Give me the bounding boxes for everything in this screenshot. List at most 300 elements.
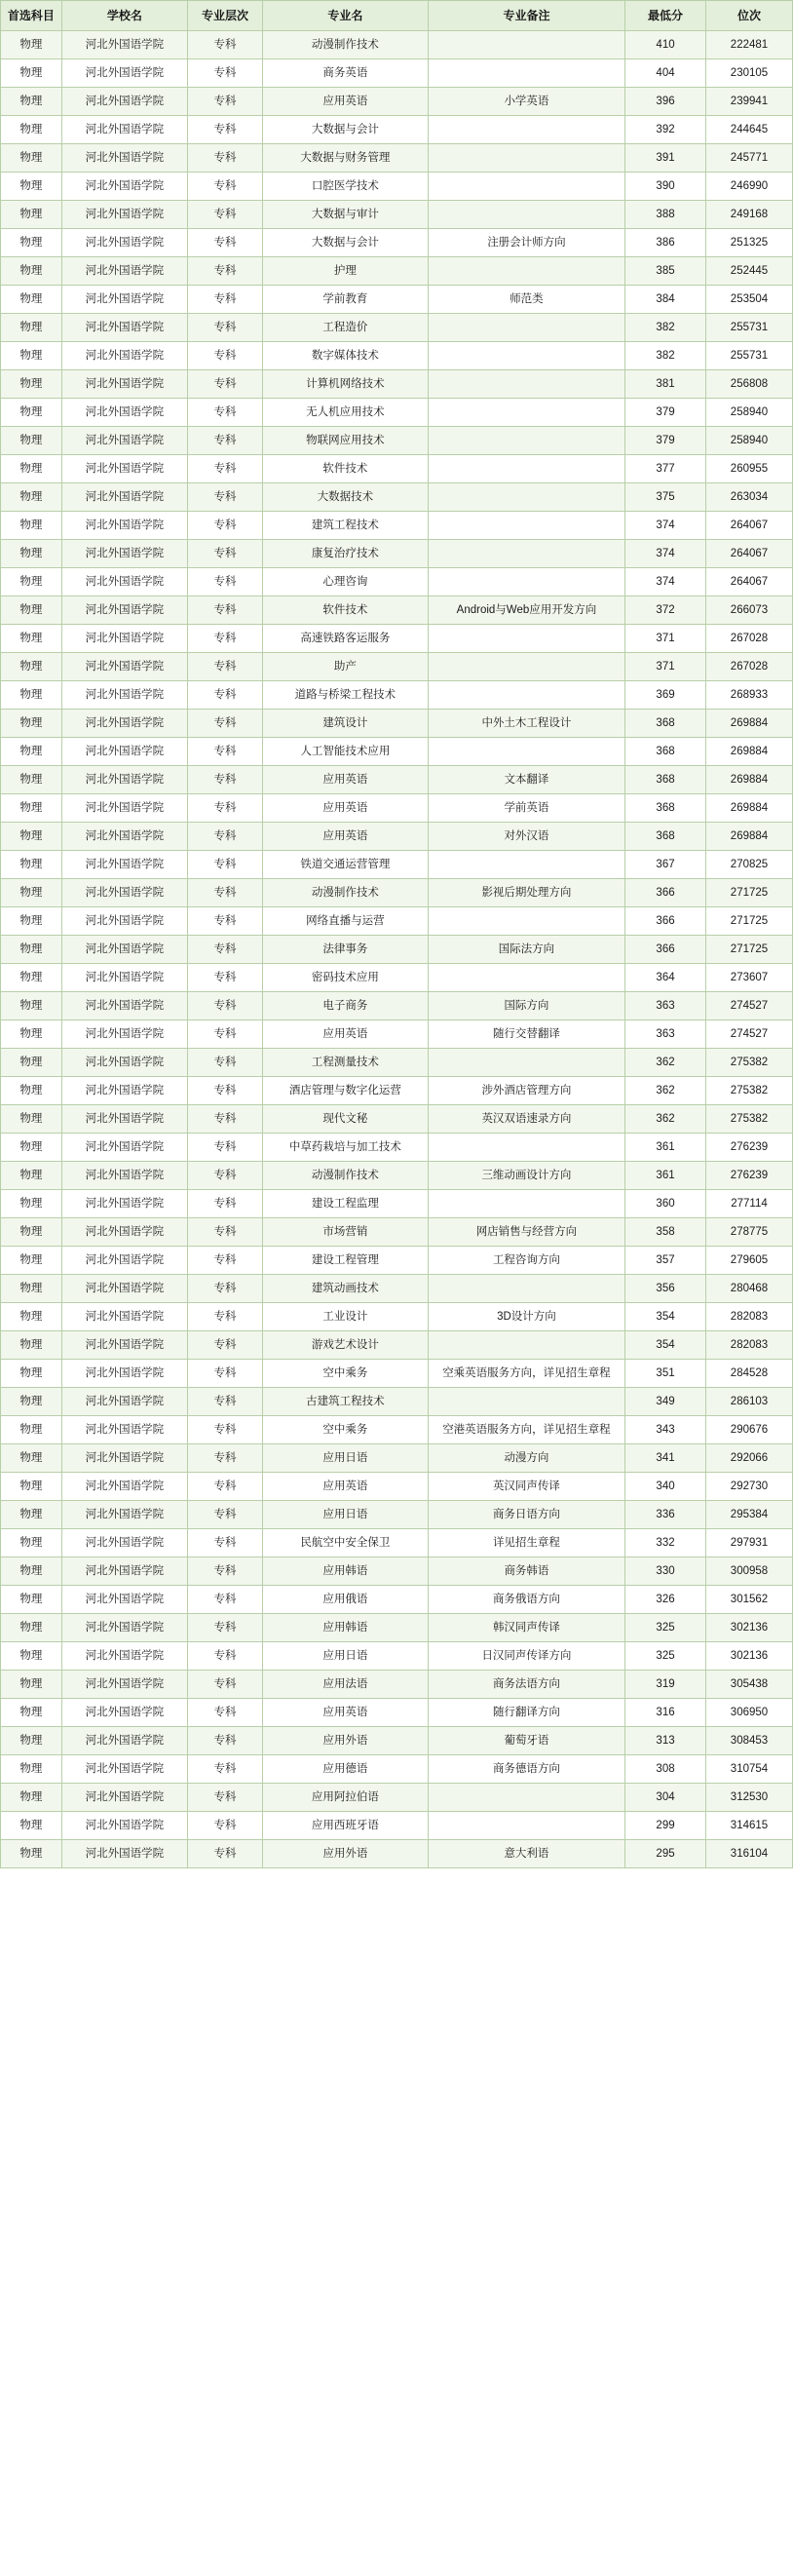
cell-remark: 日汉同声传译方向 <box>428 1642 624 1671</box>
table-row <box>1 1105 793 1134</box>
cell-level: 专科 <box>188 766 263 794</box>
cell-school: 河北外国语学院 <box>61 1642 187 1671</box>
cell-level: 专科 <box>188 936 263 964</box>
cell-school: 河北外国语学院 <box>61 455 187 483</box>
cell-major: 护理 <box>262 257 428 286</box>
cell-rank: 253504 <box>705 286 792 314</box>
cell-level: 专科 <box>188 370 263 399</box>
cell-remark: 英汉双语速录方向 <box>428 1105 624 1134</box>
cell-major: 应用英语 <box>262 766 428 794</box>
cell-major: 建筑动画技术 <box>262 1275 428 1303</box>
cell-subject: 物理 <box>1 286 62 314</box>
table-row <box>1 1840 793 1868</box>
cell-rank: 264067 <box>705 512 792 540</box>
cell-school: 河北外国语学院 <box>61 1755 187 1784</box>
cell-subject: 物理 <box>1 1077 62 1105</box>
cell-min-score: 343 <box>625 1416 706 1444</box>
cell-min-score: 369 <box>625 681 706 710</box>
cell-min-score: 367 <box>625 851 706 879</box>
cell-level: 专科 <box>188 201 263 229</box>
cell-min-score: 351 <box>625 1360 706 1388</box>
cell-remark: 涉外酒店管理方向 <box>428 1077 624 1105</box>
table-row <box>1 936 793 964</box>
cell-school: 河北外国语学院 <box>61 1190 187 1218</box>
cell-remark: 商务韩语 <box>428 1557 624 1586</box>
cell-major: 大数据与审计 <box>262 201 428 229</box>
cell-min-score: 371 <box>625 625 706 653</box>
cell-subject: 物理 <box>1 907 62 936</box>
cell-min-score: 390 <box>625 173 706 201</box>
cell-school: 河北外国语学院 <box>61 1557 187 1586</box>
cell-min-score: 336 <box>625 1501 706 1529</box>
cell-remark: 3D设计方向 <box>428 1303 624 1331</box>
cell-min-score: 374 <box>625 540 706 568</box>
cell-rank: 305438 <box>705 1671 792 1699</box>
cell-rank: 279605 <box>705 1247 792 1275</box>
cell-major: 应用英语 <box>262 823 428 851</box>
cell-school: 河北外国语学院 <box>61 1105 187 1134</box>
cell-subject: 物理 <box>1 540 62 568</box>
cell-level: 专科 <box>188 1444 263 1473</box>
cell-major: 无人机应用技术 <box>262 399 428 427</box>
cell-rank: 275382 <box>705 1077 792 1105</box>
cell-remark: 注册会计师方向 <box>428 229 624 257</box>
cell-subject: 物理 <box>1 1134 62 1162</box>
cell-rank: 267028 <box>705 653 792 681</box>
cell-min-score: 366 <box>625 907 706 936</box>
column-header-level: 专业层次 <box>188 1 263 31</box>
cell-school: 河北外国语学院 <box>61 851 187 879</box>
cell-major: 物联网应用技术 <box>262 427 428 455</box>
cell-subject: 物理 <box>1 483 62 512</box>
table-row <box>1 1162 793 1190</box>
table-row <box>1 964 793 992</box>
cell-min-score: 362 <box>625 1105 706 1134</box>
cell-level: 专科 <box>188 1784 263 1812</box>
table-row <box>1 738 793 766</box>
cell-level: 专科 <box>188 427 263 455</box>
cell-remark <box>428 201 624 229</box>
table-row <box>1 257 793 286</box>
cell-school: 河北外国语学院 <box>61 144 187 173</box>
cell-school: 河北外国语学院 <box>61 625 187 653</box>
cell-subject: 物理 <box>1 1444 62 1473</box>
cell-rank: 316104 <box>705 1840 792 1868</box>
cell-remark <box>428 427 624 455</box>
cell-major: 心理咨询 <box>262 568 428 596</box>
table-row <box>1 173 793 201</box>
table-row <box>1 427 793 455</box>
cell-rank: 292730 <box>705 1473 792 1501</box>
cell-rank: 239941 <box>705 88 792 116</box>
table-row <box>1 1614 793 1642</box>
cell-remark <box>428 625 624 653</box>
cell-school: 河北外国语学院 <box>61 59 187 88</box>
cell-rank: 222481 <box>705 31 792 59</box>
cell-rank: 275382 <box>705 1105 792 1134</box>
cell-rank: 300958 <box>705 1557 792 1586</box>
cell-rank: 268933 <box>705 681 792 710</box>
cell-subject: 物理 <box>1 596 62 625</box>
table-row <box>1 766 793 794</box>
cell-rank: 301562 <box>705 1586 792 1614</box>
cell-min-score: 316 <box>625 1699 706 1727</box>
table-row <box>1 1444 793 1473</box>
cell-level: 专科 <box>188 483 263 512</box>
cell-school: 河北外国语学院 <box>61 1671 187 1699</box>
cell-major: 工程造价 <box>262 314 428 342</box>
table-row <box>1 681 793 710</box>
cell-rank: 302136 <box>705 1642 792 1671</box>
cell-major: 软件技术 <box>262 596 428 625</box>
cell-level: 专科 <box>188 229 263 257</box>
cell-subject: 物理 <box>1 1699 62 1727</box>
table-row <box>1 1784 793 1812</box>
cell-level: 专科 <box>188 1529 263 1557</box>
cell-major: 市场营销 <box>262 1218 428 1247</box>
cell-major: 助产 <box>262 653 428 681</box>
cell-min-score: 384 <box>625 286 706 314</box>
cell-subject: 物理 <box>1 1162 62 1190</box>
cell-school: 河北外国语学院 <box>61 1727 187 1755</box>
cell-subject: 物理 <box>1 964 62 992</box>
cell-major: 应用日语 <box>262 1444 428 1473</box>
cell-major: 工程测量技术 <box>262 1049 428 1077</box>
cell-min-score: 295 <box>625 1840 706 1868</box>
cell-remark: 随行翻译方向 <box>428 1699 624 1727</box>
cell-school: 河北外国语学院 <box>61 201 187 229</box>
cell-level: 专科 <box>188 116 263 144</box>
cell-rank: 245771 <box>705 144 792 173</box>
column-header-major: 专业名 <box>262 1 428 31</box>
cell-level: 专科 <box>188 1699 263 1727</box>
cell-level: 专科 <box>188 1275 263 1303</box>
cell-school: 河北外国语学院 <box>61 1134 187 1162</box>
table-row <box>1 823 793 851</box>
cell-remark <box>428 370 624 399</box>
cell-rank: 263034 <box>705 483 792 512</box>
table-row <box>1 596 793 625</box>
cell-remark: 网店销售与经营方向 <box>428 1218 624 1247</box>
cell-level: 专科 <box>188 794 263 823</box>
cell-rank: 282083 <box>705 1303 792 1331</box>
cell-min-score: 368 <box>625 823 706 851</box>
cell-major: 建设工程监理 <box>262 1190 428 1218</box>
cell-school: 河北外国语学院 <box>61 31 187 59</box>
cell-remark <box>428 257 624 286</box>
cell-major: 密码技术应用 <box>262 964 428 992</box>
cell-min-score: 368 <box>625 766 706 794</box>
cell-major: 软件技术 <box>262 455 428 483</box>
table-row <box>1 1247 793 1275</box>
cell-min-score: 332 <box>625 1529 706 1557</box>
cell-school: 河北外国语学院 <box>61 794 187 823</box>
cell-min-score: 364 <box>625 964 706 992</box>
cell-rank: 302136 <box>705 1614 792 1642</box>
cell-remark <box>428 653 624 681</box>
column-header-rank: 位次 <box>705 1 792 31</box>
cell-rank: 292066 <box>705 1444 792 1473</box>
cell-rank: 276239 <box>705 1162 792 1190</box>
cell-school: 河北外国语学院 <box>61 681 187 710</box>
cell-rank: 314615 <box>705 1812 792 1840</box>
cell-min-score: 379 <box>625 427 706 455</box>
cell-subject: 物理 <box>1 257 62 286</box>
column-header-min-score: 最低分 <box>625 1 706 31</box>
cell-min-score: 299 <box>625 1812 706 1840</box>
cell-remark: 对外汉语 <box>428 823 624 851</box>
cell-major: 建筑设计 <box>262 710 428 738</box>
cell-remark: 学前英语 <box>428 794 624 823</box>
column-header-subject: 首选科目 <box>1 1 62 31</box>
cell-level: 专科 <box>188 823 263 851</box>
cell-remark: 中外土木工程设计 <box>428 710 624 738</box>
cell-school: 河北外国语学院 <box>61 1360 187 1388</box>
cell-rank: 271725 <box>705 907 792 936</box>
cell-rank: 252445 <box>705 257 792 286</box>
cell-remark <box>428 681 624 710</box>
cell-min-score: 391 <box>625 144 706 173</box>
table-row <box>1 59 793 88</box>
cell-min-score: 357 <box>625 1247 706 1275</box>
cell-school: 河北外国语学院 <box>61 1331 187 1360</box>
column-header-remark: 专业备注 <box>428 1 624 31</box>
table-row <box>1 1473 793 1501</box>
cell-rank: 274527 <box>705 1020 792 1049</box>
cell-school: 河北外国语学院 <box>61 1218 187 1247</box>
cell-rank: 284528 <box>705 1360 792 1388</box>
cell-school: 河北外国语学院 <box>61 936 187 964</box>
cell-major: 康复治疗技术 <box>262 540 428 568</box>
cell-major: 应用外语 <box>262 1840 428 1868</box>
table-body <box>1 31 793 1868</box>
cell-rank: 269884 <box>705 794 792 823</box>
table-row <box>1 399 793 427</box>
cell-min-score: 354 <box>625 1303 706 1331</box>
cell-remark <box>428 399 624 427</box>
cell-remark <box>428 1784 624 1812</box>
table-row <box>1 1501 793 1529</box>
cell-rank: 276239 <box>705 1134 792 1162</box>
cell-subject: 物理 <box>1 1812 62 1840</box>
cell-rank: 278775 <box>705 1218 792 1247</box>
cell-remark <box>428 964 624 992</box>
cell-rank: 251325 <box>705 229 792 257</box>
cell-rank: 244645 <box>705 116 792 144</box>
cell-subject: 物理 <box>1 851 62 879</box>
cell-subject: 物理 <box>1 794 62 823</box>
cell-school: 河北外国语学院 <box>61 710 187 738</box>
table-row <box>1 851 793 879</box>
cell-level: 专科 <box>188 1105 263 1134</box>
table-row <box>1 370 793 399</box>
cell-school: 河北外国语学院 <box>61 992 187 1020</box>
cell-subject: 物理 <box>1 116 62 144</box>
cell-remark: 随行交替翻译 <box>428 1020 624 1049</box>
cell-major: 应用日语 <box>262 1501 428 1529</box>
cell-subject: 物理 <box>1 823 62 851</box>
cell-rank: 255731 <box>705 314 792 342</box>
cell-min-score: 377 <box>625 455 706 483</box>
cell-subject: 物理 <box>1 1473 62 1501</box>
cell-major: 中草药栽培与加工技术 <box>262 1134 428 1162</box>
cell-subject: 物理 <box>1 512 62 540</box>
cell-school: 河北外国语学院 <box>61 1077 187 1105</box>
table-row <box>1 992 793 1020</box>
cell-rank: 277114 <box>705 1190 792 1218</box>
cell-level: 专科 <box>188 540 263 568</box>
table-row <box>1 201 793 229</box>
table-row <box>1 512 793 540</box>
cell-remark: Android与Web应用开发方向 <box>428 596 624 625</box>
cell-min-score: 319 <box>625 1671 706 1699</box>
cell-min-score: 366 <box>625 879 706 907</box>
cell-level: 专科 <box>188 907 263 936</box>
cell-school: 河北外国语学院 <box>61 653 187 681</box>
table-row <box>1 653 793 681</box>
cell-subject: 物理 <box>1 1501 62 1529</box>
cell-remark: 影视后期处理方向 <box>428 879 624 907</box>
cell-remark: 意大利语 <box>428 1840 624 1868</box>
cell-min-score: 368 <box>625 710 706 738</box>
cell-major: 大数据技术 <box>262 483 428 512</box>
cell-remark: 空乘英语服务方向，详见招生章程 <box>428 1360 624 1388</box>
cell-min-score: 374 <box>625 512 706 540</box>
cell-major: 游戏艺术设计 <box>262 1331 428 1360</box>
cell-major: 酒店管理与数字化运营 <box>262 1077 428 1105</box>
cell-level: 专科 <box>188 1049 263 1077</box>
cell-remark: 商务德语方向 <box>428 1755 624 1784</box>
cell-rank: 269884 <box>705 823 792 851</box>
cell-school: 河北外国语学院 <box>61 1049 187 1077</box>
cell-min-score: 381 <box>625 370 706 399</box>
cell-level: 专科 <box>188 1614 263 1642</box>
cell-school: 河北外国语学院 <box>61 370 187 399</box>
cell-school: 河北外国语学院 <box>61 596 187 625</box>
cell-major: 应用韩语 <box>262 1614 428 1642</box>
cell-major: 应用英语 <box>262 1699 428 1727</box>
cell-level: 专科 <box>188 1473 263 1501</box>
cell-remark <box>428 1275 624 1303</box>
cell-school: 河北外国语学院 <box>61 1247 187 1275</box>
cell-subject: 物理 <box>1 1020 62 1049</box>
table-row <box>1 1020 793 1049</box>
table-row <box>1 483 793 512</box>
cell-min-score: 366 <box>625 936 706 964</box>
table-row <box>1 907 793 936</box>
table-row <box>1 1303 793 1331</box>
cell-level: 专科 <box>188 512 263 540</box>
cell-remark: 三维动画设计方向 <box>428 1162 624 1190</box>
cell-min-score: 371 <box>625 653 706 681</box>
cell-rank: 246990 <box>705 173 792 201</box>
cell-remark: 葡萄牙语 <box>428 1727 624 1755</box>
cell-subject: 物理 <box>1 1529 62 1557</box>
cell-school: 河北外国语学院 <box>61 823 187 851</box>
cell-level: 专科 <box>188 1303 263 1331</box>
cell-level: 专科 <box>188 568 263 596</box>
cell-remark <box>428 144 624 173</box>
cell-level: 专科 <box>188 1586 263 1614</box>
cell-school: 河北外国语学院 <box>61 1699 187 1727</box>
cell-major: 应用阿拉伯语 <box>262 1784 428 1812</box>
cell-level: 专科 <box>188 1162 263 1190</box>
cell-min-score: 362 <box>625 1049 706 1077</box>
cell-rank: 258940 <box>705 399 792 427</box>
cell-school: 河北外国语学院 <box>61 512 187 540</box>
cell-level: 专科 <box>188 286 263 314</box>
cell-school: 河北外国语学院 <box>61 399 187 427</box>
cell-school: 河北外国语学院 <box>61 568 187 596</box>
cell-school: 河北外国语学院 <box>61 1162 187 1190</box>
cell-school: 河北外国语学院 <box>61 907 187 936</box>
cell-level: 专科 <box>188 992 263 1020</box>
cell-min-score: 374 <box>625 568 706 596</box>
cell-remark <box>428 31 624 59</box>
cell-subject: 物理 <box>1 1360 62 1388</box>
cell-school: 河北外国语学院 <box>61 342 187 370</box>
cell-school: 河北外国语学院 <box>61 427 187 455</box>
cell-remark <box>428 1812 624 1840</box>
cell-rank: 269884 <box>705 766 792 794</box>
cell-subject: 物理 <box>1 1586 62 1614</box>
table-row <box>1 1077 793 1105</box>
cell-remark <box>428 314 624 342</box>
cell-school: 河北外国语学院 <box>61 766 187 794</box>
cell-subject: 物理 <box>1 314 62 342</box>
cell-min-score: 304 <box>625 1784 706 1812</box>
cell-subject: 物理 <box>1 88 62 116</box>
cell-level: 专科 <box>188 1218 263 1247</box>
table-row <box>1 455 793 483</box>
cell-remark <box>428 1049 624 1077</box>
column-header-school: 学校名 <box>61 1 187 31</box>
cell-subject: 物理 <box>1 1557 62 1586</box>
table-row <box>1 625 793 653</box>
cell-rank: 273607 <box>705 964 792 992</box>
cell-subject: 物理 <box>1 1727 62 1755</box>
cell-rank: 264067 <box>705 540 792 568</box>
cell-min-score: 379 <box>625 399 706 427</box>
table-row <box>1 1049 793 1077</box>
cell-remark: 详见招生章程 <box>428 1529 624 1557</box>
cell-level: 专科 <box>188 314 263 342</box>
cell-rank: 269884 <box>705 738 792 766</box>
table-row <box>1 1331 793 1360</box>
cell-subject: 物理 <box>1 568 62 596</box>
cell-min-score: 382 <box>625 342 706 370</box>
cell-subject: 物理 <box>1 766 62 794</box>
cell-school: 河北外国语学院 <box>61 1388 187 1416</box>
cell-major: 应用法语 <box>262 1671 428 1699</box>
cell-level: 专科 <box>188 257 263 286</box>
cell-major: 古建筑工程技术 <box>262 1388 428 1416</box>
cell-remark <box>428 1331 624 1360</box>
cell-rank: 312530 <box>705 1784 792 1812</box>
cell-remark <box>428 59 624 88</box>
cell-level: 专科 <box>188 342 263 370</box>
cell-remark <box>428 483 624 512</box>
cell-subject: 物理 <box>1 144 62 173</box>
table-row <box>1 540 793 568</box>
cell-min-score: 396 <box>625 88 706 116</box>
cell-school: 河北外国语学院 <box>61 1501 187 1529</box>
cell-remark <box>428 738 624 766</box>
cell-rank: 264067 <box>705 568 792 596</box>
cell-major: 口腔医学技术 <box>262 173 428 201</box>
cell-level: 专科 <box>188 1134 263 1162</box>
cell-subject: 物理 <box>1 681 62 710</box>
